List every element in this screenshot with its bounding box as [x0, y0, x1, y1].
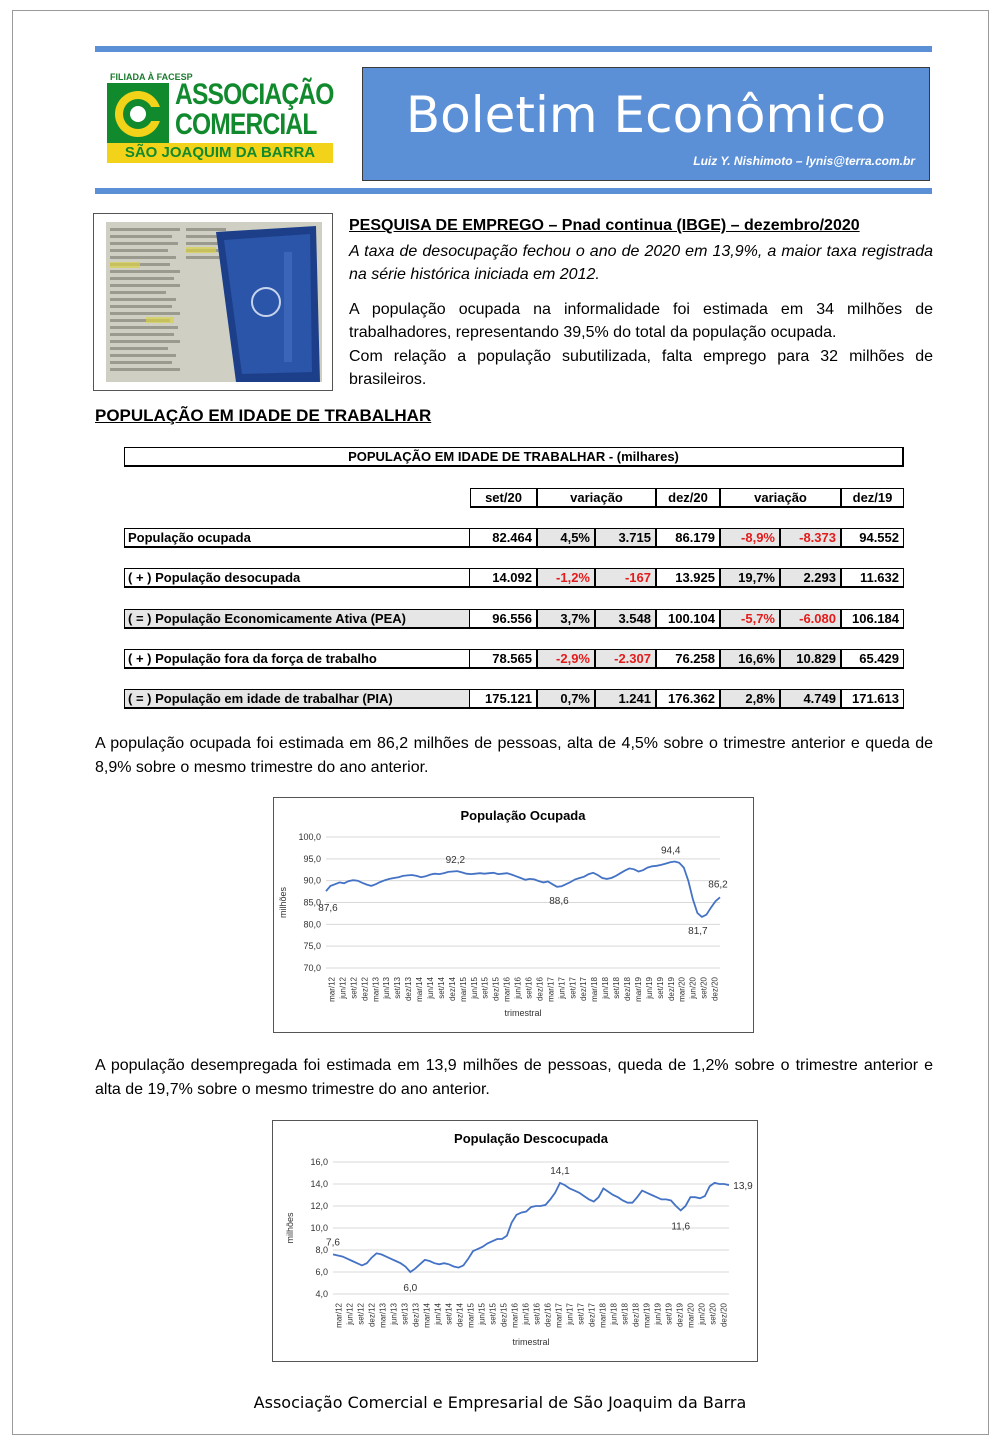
x-tick-label: dez/18	[631, 1303, 641, 1328]
table-cell-var1abs: 3.715	[595, 528, 656, 548]
table-cell-var1pct: 4,5%	[537, 528, 595, 548]
x-tick-label: jun/16	[513, 977, 523, 999]
data-label: 11,6	[671, 1221, 691, 1233]
footer-text: Associação Comercial e Empresarial de São Joaquim da Barra	[253, 1393, 747, 1412]
x-tick-label: mar/16	[510, 1303, 520, 1328]
x-tick-label: set/19	[655, 977, 665, 999]
table-cell-var2pct: 16,6%	[720, 649, 780, 669]
table-cell-var1pct: 0,7%	[537, 689, 595, 709]
x-tick-label: mar/14	[415, 977, 425, 1002]
x-axis-label: trimestral	[504, 1008, 542, 1018]
logo-line-3: SÃO JOAQUIM DA BARRA	[107, 143, 333, 163]
data-label: 6,0	[403, 1283, 418, 1294]
x-tick-label: jun/18	[609, 1303, 619, 1325]
table-cell-var2abs: 2.293	[780, 568, 841, 588]
column-header-variation-2: variação	[720, 488, 841, 508]
x-tick-label: mar/13	[371, 977, 381, 1002]
table-cell-var2pct: -5,7%	[720, 609, 780, 629]
x-tick-label: jun/17	[565, 1303, 575, 1325]
x-tick-label: set/20	[708, 1303, 718, 1325]
chart-title: População Descocupada	[454, 1131, 608, 1146]
x-tick-label: mar/16	[502, 977, 512, 1002]
y-axis-label: milhões	[285, 1212, 295, 1244]
data-label: 87,6	[318, 903, 338, 915]
chart-ocupada-svg	[274, 798, 753, 1032]
x-tick-label: dez/14	[455, 1303, 465, 1328]
data-label: 94,4	[660, 845, 681, 857]
logo-tagline: FILIADA À FACESP	[110, 72, 193, 82]
x-tick-label: mar/12	[334, 1303, 344, 1328]
y-tick-label: 85,0	[303, 897, 321, 908]
table-cell-var1pct: -1,2%	[537, 568, 595, 588]
x-tick-label: mar/17	[546, 977, 556, 1002]
chart-title: População Ocupada	[460, 808, 586, 823]
x-tick-label: dez/15	[499, 1303, 509, 1328]
table-cell-set20: 96.556	[469, 609, 537, 629]
article-heading: PESQUISA DE EMPREGO – Pnad continua (IBGE) – dezembro/2020	[349, 217, 860, 234]
x-axis-label: trimestral	[512, 1337, 550, 1347]
column-header-dez19: dez/19	[841, 488, 904, 508]
data-label: 7,6	[326, 1237, 340, 1249]
x-tick-label: mar/18	[590, 977, 600, 1002]
x-tick-label: mar/15	[466, 1303, 476, 1328]
data-label: 92,2	[445, 855, 466, 867]
table-cell-set20: 14.092	[469, 568, 537, 588]
x-tick-label: set/18	[620, 1303, 630, 1325]
article-lead: A taxa de desocupação fechou o ano de 2020 em 13,9%, a maior taxa registrada na série histórica iniciada em 2012.	[349, 243, 933, 283]
series-line	[326, 862, 720, 917]
y-tick-label: 90,0	[303, 875, 321, 886]
table-cell-var1abs: -2.307	[595, 649, 656, 669]
table-cell-set20: 82.464	[469, 528, 537, 548]
y-tick-label: 14,0	[310, 1179, 328, 1189]
table-cell-dez19: 65.429	[841, 649, 904, 669]
column-header-dez20: dez/20	[656, 488, 720, 508]
table-cell-set20: 175.121	[469, 689, 537, 709]
table-cell-dez20: 76.258	[656, 649, 720, 669]
x-tick-label: set/12	[349, 977, 359, 999]
x-tick-label: jun/12	[338, 977, 348, 999]
table-cell-dez19: 94.552	[841, 528, 904, 548]
table-cell-dez19: 106.184	[841, 609, 904, 629]
data-label: 88,6	[549, 895, 569, 907]
y-tick-label: 95,0	[303, 853, 321, 864]
article-paragraph-informal: A população ocupada na informalidade foi estimada em 34 milhões de trabalhadores, representando 39,5% do total da população ocupada.	[349, 301, 933, 341]
y-tick-label: 70,0	[303, 963, 321, 973]
table-cell-var1abs: 3.548	[595, 609, 656, 629]
y-tick-label: 100,0	[298, 832, 321, 842]
x-tick-label: set/14	[444, 1303, 454, 1325]
x-tick-label: set/14	[436, 977, 446, 999]
data-label: 86,2	[708, 879, 728, 891]
x-tick-label: jun/19	[644, 977, 654, 999]
x-tick-label: set/19	[664, 1303, 674, 1325]
x-tick-label: mar/19	[642, 1303, 652, 1328]
chart-populacao-ocupada	[273, 797, 754, 1033]
table-cell-var2pct: 2,8%	[720, 689, 780, 709]
x-tick-label: set/17	[568, 977, 578, 999]
column-header-set20: set/20	[470, 488, 537, 508]
x-tick-label: mar/12	[327, 977, 337, 1002]
table-cell-var1abs: 1.241	[595, 689, 656, 709]
x-tick-label: mar/13	[378, 1303, 388, 1328]
y-tick-label: 4,0	[315, 1289, 328, 1299]
table-cell-var2abs: -6.080	[780, 609, 841, 629]
x-tick-label: jun/12	[345, 1303, 355, 1325]
table-row	[124, 609, 904, 629]
y-axis-label: milhões	[278, 886, 288, 919]
x-tick-label: mar/20	[686, 1303, 696, 1328]
x-tick-label: mar/19	[633, 977, 643, 1002]
x-tick-label: dez/13	[411, 1303, 421, 1328]
x-tick-label: set/20	[699, 977, 709, 999]
table-cell-var1pct: -2,9%	[537, 649, 595, 669]
table-cell-var2abs: 4.749	[780, 689, 841, 709]
section-title: POPULAÇÃO EM IDADE DE TRABALHAR	[95, 406, 432, 425]
y-tick-label: 16,0	[310, 1157, 328, 1167]
table-cell-dez20: 176.362	[656, 689, 720, 709]
row-label: População ocupada	[124, 528, 469, 548]
x-tick-label: jun/14	[425, 977, 435, 999]
table-cell-var2pct: 19,7%	[720, 568, 780, 588]
chart-desocupada-svg	[273, 1121, 757, 1361]
x-tick-label: dez/20	[710, 977, 720, 1002]
table-cell-set20: 78.565	[469, 649, 537, 669]
x-tick-label: set/16	[524, 977, 534, 999]
bulletin-author: Luiz Y. Nishimoto – lynis@terra.com.br	[693, 154, 915, 168]
x-tick-label: mar/18	[598, 1303, 608, 1328]
article-paragraph-underused: Com relação a população subutilizada, falta emprego para 32 milhões de brasileiros.	[349, 348, 933, 388]
data-label: 14,1	[550, 1165, 570, 1177]
x-tick-label: mar/20	[677, 977, 687, 1002]
x-tick-label: dez/20	[719, 1303, 729, 1328]
x-tick-label: jun/18	[601, 977, 611, 999]
data-label: 81,7	[688, 925, 708, 937]
x-tick-label: mar/14	[422, 1303, 432, 1328]
table-row	[124, 689, 904, 709]
table-cell-var1abs: -167	[595, 568, 656, 588]
x-tick-label: set/13	[400, 1303, 410, 1325]
table-cell-var1pct: 3,7%	[537, 609, 595, 629]
x-tick-label: set/16	[532, 1303, 542, 1325]
x-tick-label: dez/14	[447, 977, 457, 1002]
x-tick-label: dez/18	[622, 977, 632, 1002]
paragraph-ocupada: A população ocupada foi estimada em 86,2 milhões de pessoas, alta de 4,5% sobre o trimestre anterior e queda de 8,9% sobre o mesmo trimestre do ano anterior.	[95, 735, 933, 776]
x-tick-label: jun/15	[477, 1303, 487, 1325]
paragraph-desocupada: A população desempregada foi estimada em 13,9 milhões de pessoas, queda de 1,2% sobre o trimestre anterior e alta de 19,7% sobre o mesmo trimestre do ano anterior.	[95, 1057, 933, 1098]
table-title: POPULAÇÃO EM IDADE DE TRABALHAR - (milhares)	[124, 447, 904, 467]
table-cell-dez20: 100.104	[656, 609, 720, 629]
column-header-variation-1: variação	[537, 488, 656, 508]
x-tick-label: dez/12	[367, 1303, 377, 1328]
y-tick-label: 10,0	[310, 1223, 328, 1233]
table-row	[124, 568, 904, 588]
x-tick-label: mar/15	[458, 977, 468, 1002]
x-tick-label: set/13	[393, 977, 403, 999]
x-tick-label: jun/16	[521, 1303, 531, 1325]
series-line	[333, 1183, 729, 1272]
row-label: ( = ) População em idade de trabalhar (PIA)	[124, 689, 469, 709]
logo-emblem-icon	[107, 83, 169, 145]
table-cell-dez19: 11.632	[841, 568, 904, 588]
row-label: ( = ) População Economicamente Ativa (PEA)	[124, 609, 469, 629]
x-tick-label: set/15	[488, 1303, 498, 1325]
x-tick-label: jun/19	[653, 1303, 663, 1325]
table-cell-dez20: 86.179	[656, 528, 720, 548]
x-tick-label: dez/16	[543, 1303, 553, 1328]
table-cell-dez19: 171.613	[841, 689, 904, 709]
x-tick-label: set/12	[356, 1303, 366, 1325]
top-rule	[95, 46, 932, 52]
x-tick-label: jun/14	[433, 1303, 443, 1325]
x-tick-label: dez/15	[491, 977, 501, 1002]
x-tick-label: dez/19	[666, 977, 676, 1002]
chart-populacao-desocupada	[272, 1120, 758, 1362]
logo-line-1: ASSOCIAÇÃO	[175, 78, 334, 111]
x-tick-label: jun/13	[382, 977, 392, 999]
work-card-photo	[93, 213, 333, 391]
x-tick-label: dez/16	[535, 977, 545, 1002]
y-tick-label: 75,0	[303, 941, 321, 952]
bulletin-banner	[362, 67, 930, 181]
x-tick-label: dez/17	[579, 977, 589, 1002]
y-tick-label: 8,0	[315, 1245, 328, 1255]
x-tick-label: dez/19	[675, 1303, 685, 1328]
logo-line-2: COMERCIAL	[175, 108, 317, 141]
x-tick-label: jun/17	[557, 977, 567, 999]
x-tick-label: dez/17	[587, 1303, 597, 1328]
x-tick-label: set/17	[576, 1303, 586, 1325]
table-cell-var2abs: -8.373	[780, 528, 841, 548]
table-row	[124, 528, 904, 548]
association-logo	[105, 70, 335, 165]
x-tick-label: jun/20	[697, 1303, 707, 1325]
y-tick-label: 80,0	[303, 919, 321, 930]
x-tick-label: set/18	[612, 977, 622, 999]
y-tick-label: 6,0	[315, 1267, 328, 1277]
x-tick-label: jun/20	[688, 977, 698, 999]
header-bottom-rule	[95, 188, 932, 194]
x-tick-label: jun/13	[389, 1303, 399, 1325]
row-label: ( + ) População desocupada	[124, 568, 469, 588]
x-tick-label: dez/13	[404, 977, 414, 1002]
x-tick-label: set/15	[480, 977, 490, 999]
y-tick-label: 12,0	[310, 1201, 328, 1211]
table-cell-var2abs: 10.829	[780, 649, 841, 669]
x-tick-label: mar/17	[554, 1303, 564, 1328]
row-label: ( + ) População fora da força de trabalho	[124, 649, 469, 669]
data-label: 13,9	[733, 1181, 753, 1193]
bulletin-title: Boletim Econômico	[405, 86, 887, 144]
table-cell-var2pct: -8,9%	[720, 528, 780, 548]
x-tick-label: jun/15	[469, 977, 479, 999]
x-tick-label: dez/12	[360, 977, 370, 1002]
newspaper-and-work-card-image	[106, 222, 322, 382]
table-row	[124, 649, 904, 669]
table-cell-dez20: 13.925	[656, 568, 720, 588]
